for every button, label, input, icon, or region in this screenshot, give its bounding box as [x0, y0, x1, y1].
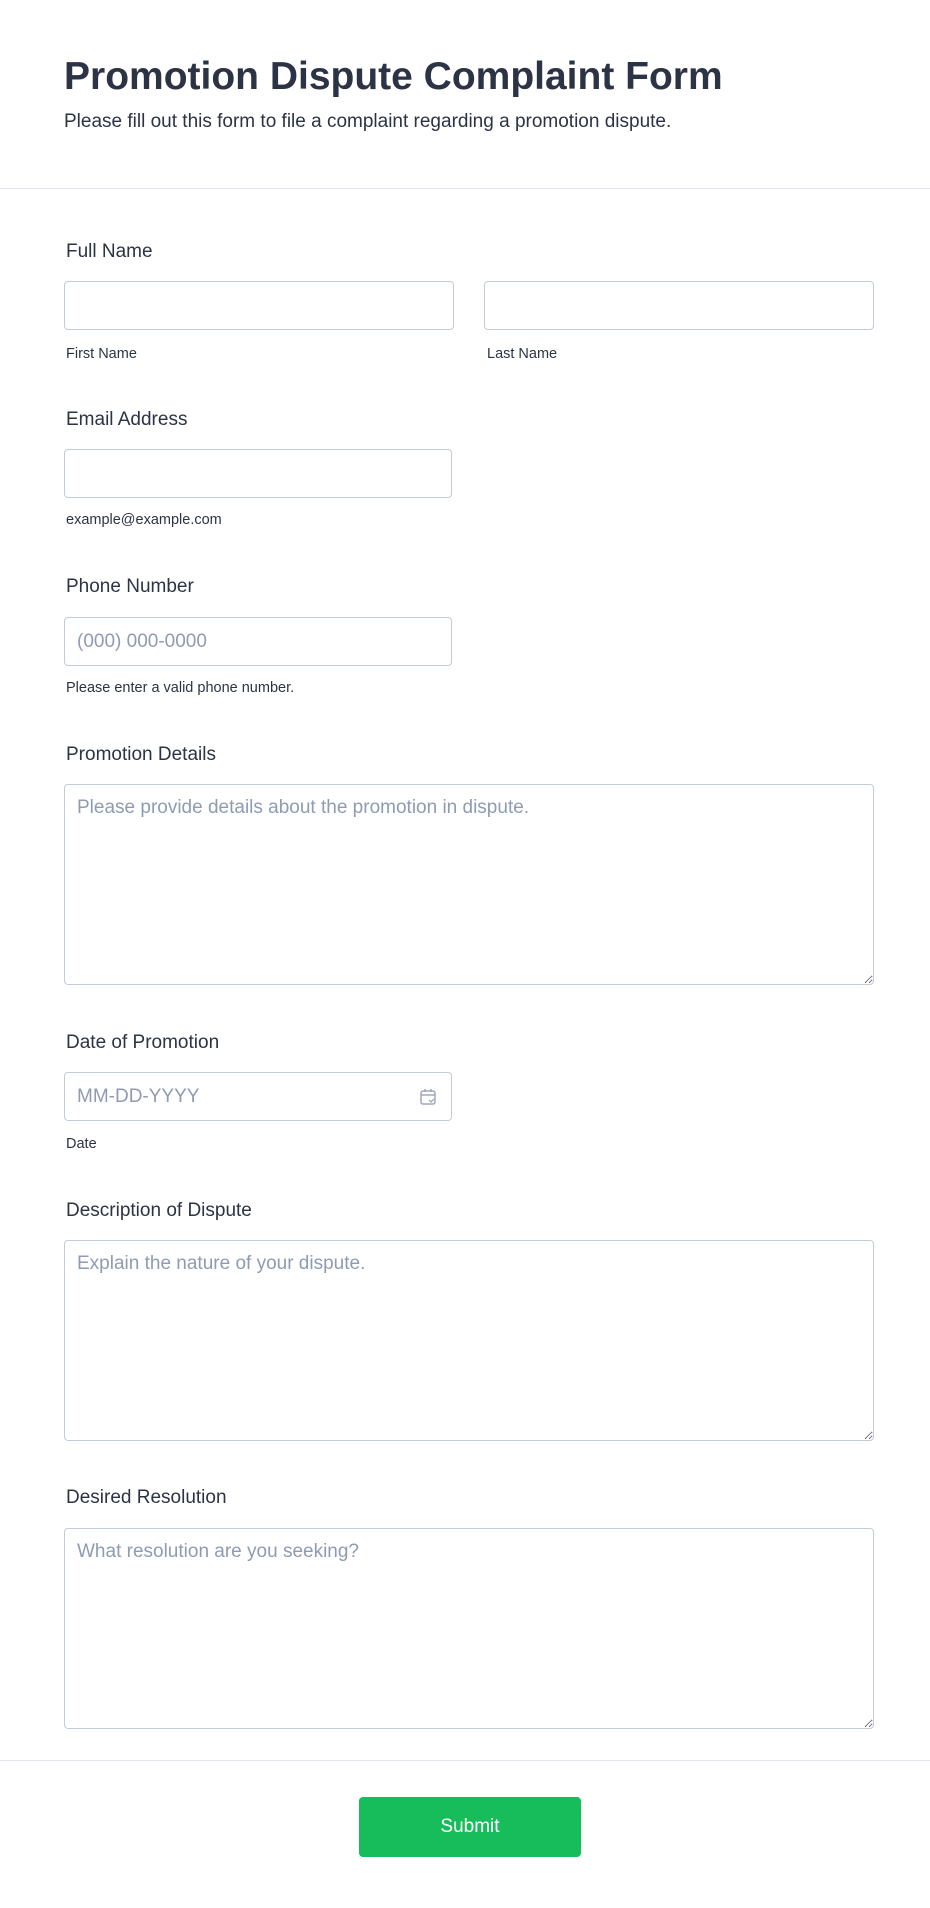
- last-name-sublabel: Last Name: [487, 346, 558, 362]
- full-name-label: Full Name: [66, 241, 153, 262]
- header-divider: [0, 188, 930, 189]
- phone-sublabel: Please enter a valid phone number.: [66, 680, 295, 696]
- footer-divider: [0, 1760, 930, 1761]
- description-textarea[interactable]: [64, 1240, 874, 1441]
- calendar-icon[interactable]: [418, 1087, 438, 1107]
- description-label: Description of Dispute: [66, 1200, 252, 1221]
- page-subtitle: Please fill out this form to file a complaint regarding a promotion dispute.: [64, 111, 672, 132]
- phone-input[interactable]: [64, 617, 452, 666]
- resolution-textarea[interactable]: [64, 1528, 874, 1729]
- date-label: Date of Promotion: [66, 1032, 220, 1053]
- submit-button[interactable]: Submit: [359, 1797, 581, 1857]
- first-name-input[interactable]: [64, 281, 454, 330]
- promotion-details-label: Promotion Details: [66, 744, 216, 765]
- email-label: Email Address: [66, 409, 188, 430]
- last-name-input[interactable]: [484, 281, 874, 330]
- email-sublabel: example@example.com: [66, 512, 222, 528]
- resolution-label: Desired Resolution: [66, 1487, 227, 1508]
- page-title: Promotion Dispute Complaint Form: [64, 55, 723, 98]
- phone-label: Phone Number: [66, 576, 194, 597]
- date-sublabel: Date: [66, 1136, 97, 1152]
- promotion-details-textarea[interactable]: [64, 784, 874, 985]
- date-input[interactable]: [64, 1072, 452, 1121]
- email-input[interactable]: [64, 449, 452, 498]
- first-name-sublabel: First Name: [66, 346, 137, 362]
